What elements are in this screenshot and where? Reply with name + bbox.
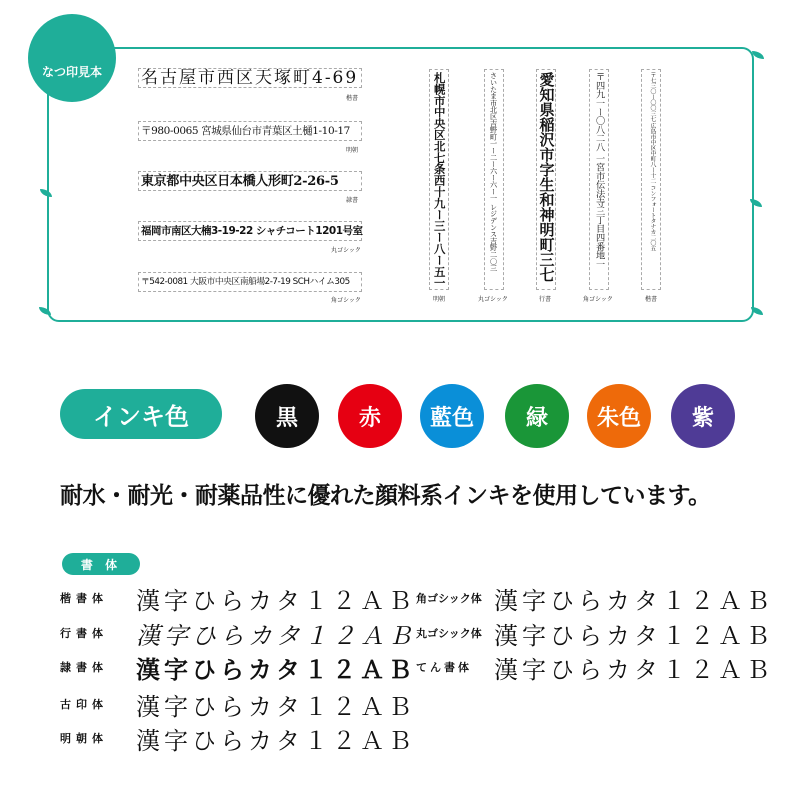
font-sample: 漢字ひらカタ１２ＡＢ [494,622,774,650]
font-name: 隷書体 [60,661,108,674]
font-row [60,689,416,719]
vertical-sample: さいたま市北区吉野町一ー二ー六ー六ー一 レジデンス吉野二〇三 [484,69,504,290]
font-name: 丸ゴシック体 [416,627,482,640]
leaf-icon [39,307,51,315]
font-sample: 漢字ひらカタ１２ＡＢ [136,621,416,650]
vertical-sample: 愛知県稲沢市字生和神明町三七 [536,69,556,290]
leaf-icon [752,51,764,59]
font-name: てん書体 [416,661,472,674]
font-row [60,618,416,648]
font-row [416,583,774,613]
sample-font-tag: 楷書 [645,296,658,303]
sample-font-tag: 丸ゴシック [331,247,361,254]
sample-font-tag: 行書 [539,296,552,303]
horizontal-sample: 東京都中央区日本橋人形町2-26-5 [138,171,362,191]
sample-badge: なつ印見本 [28,14,116,102]
font-sample: 漢字ひらカタ１２ＡＢ [136,654,416,684]
ink-description: 耐水・耐光・耐薬品性に優れた顔料系インキを使用しています。 [60,483,711,509]
vertical-sample: 〒四九一ー〇八二八 一宮市伝法寺三丁目四番地一 [589,69,609,290]
font-row [60,723,416,753]
font-sample: 漢字ひらカタ１２ＡＢ [136,726,416,755]
horizontal-sample: 〒542-0081 大阪市中央区南船場2-7-19 SCHハイム305 [138,272,362,292]
leaf-icon [750,199,762,207]
sample-font-tag: 明朝 [346,147,359,154]
sample-font-tag: 角ゴシック [331,297,361,304]
font-sample: 漢字ひらカタ１２ＡＢ [136,586,416,615]
font-sample: 漢字ひらカタ１２ＡＢ [494,655,774,684]
fonts-title: 書 体 [62,553,140,575]
leaf-icon [751,307,763,315]
ink-vermilion-swatch: 朱色 [587,384,651,448]
sample-font-tag: 丸ゴシック [478,296,508,303]
font-row [60,652,416,682]
font-row [60,583,416,613]
ink-purple-swatch: 紫 [671,384,735,448]
ink-indigo-swatch: 藍色 [420,384,484,448]
ink-color-label: インキ色 [60,389,222,439]
font-name: 明朝体 [60,732,108,745]
font-row [416,618,774,648]
font-name: 古印体 [60,698,108,711]
sample-font-tag: 明朝 [433,296,446,303]
font-row [416,652,774,682]
sample-font-tag: 楷書 [346,95,359,102]
horizontal-sample: 〒980-0065 宮城県仙台市青葉区土樋1-10-17 [138,121,362,141]
sample-font-tag: 隷書 [346,197,359,204]
horizontal-sample: 名古屋市西区天塚町4-69 [138,68,362,88]
ink-red-swatch: 赤 [338,384,402,448]
ink-black-swatch: 黒 [255,384,319,448]
vertical-sample: 〒七三〇ー〇〇三七 広島市中区中町八ー十二 コンフォートタナカ二〇五 [641,69,661,290]
vertical-sample: 札幌市中央区北七条西十九ー三ー八ー五一 [429,69,449,290]
leaf-icon [40,189,52,197]
sample-font-tag: 角ゴシック [583,296,613,303]
font-sample: 漢字ひらカタ１２ＡＢ [136,694,416,721]
font-name: 楷書体 [60,592,108,605]
ink-green-swatch: 緑 [505,384,569,448]
font-name: 行書体 [60,627,108,640]
horizontal-sample: 福岡市南区大楠3-19-22 シャチコート1201号室 [138,221,362,241]
font-sample: 漢字ひらカタ１２ＡＢ [494,586,774,615]
font-name: 角ゴシック体 [416,592,482,605]
